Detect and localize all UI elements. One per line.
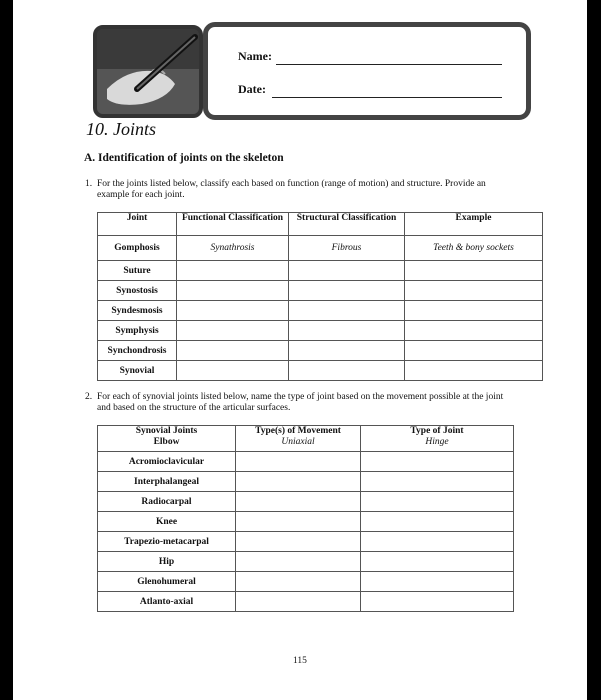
table-row — [98, 361, 543, 381]
sample-type: Hinge — [425, 437, 449, 447]
type-cell[interactable] — [361, 452, 514, 472]
joint-name: Synovial — [98, 361, 177, 381]
table-row — [98, 321, 543, 341]
name-label: Name: — [238, 49, 272, 63]
page-number: 115 — [293, 656, 307, 666]
table-row — [98, 261, 543, 281]
name-field[interactable] — [276, 64, 502, 65]
joint-name: Interphalangeal — [98, 472, 236, 492]
date-field[interactable] — [272, 97, 502, 98]
structural-value: Fibrous — [289, 236, 405, 261]
joint-name: Gomphosis — [98, 236, 177, 261]
joint-name: Syndesmosis — [98, 301, 177, 321]
example-value: Teeth & bony sockets — [405, 236, 543, 261]
movement-cell[interactable] — [236, 592, 361, 612]
functional-cell[interactable] — [177, 301, 289, 321]
table-row — [98, 301, 543, 321]
joint-name: Synchondrosis — [98, 341, 177, 361]
structural-cell[interactable] — [289, 301, 405, 321]
table-row — [98, 552, 514, 572]
functional-cell[interactable] — [177, 361, 289, 381]
subsection-title: A. Identification of joints on the skeleton — [84, 152, 284, 164]
joint-name: Glenohumeral — [98, 572, 236, 592]
movement-cell[interactable] — [236, 512, 361, 532]
table-row — [98, 341, 543, 361]
question-2-text: For each of synovial joints listed below, name the type of joint based on the movement possible at the joint and based on the structure of the articular surfaces. — [97, 392, 504, 413]
joint-classification-table — [97, 212, 543, 381]
joint-name: Acromioclavicular — [98, 452, 236, 472]
type-cell[interactable] — [361, 592, 514, 612]
date-label: Date: — [238, 82, 266, 96]
joint-name: Knee — [98, 512, 236, 532]
synovial-joint-table — [97, 425, 514, 612]
sample-movement: Uniaxial — [281, 437, 315, 447]
structural-cell[interactable] — [289, 261, 405, 281]
type-cell[interactable] — [361, 532, 514, 552]
sample-joint: Elbow — [153, 437, 180, 447]
movement-cell[interactable] — [236, 572, 361, 592]
example-cell[interactable] — [405, 341, 543, 361]
col-header-example: Example — [405, 213, 543, 236]
movement-cell[interactable] — [236, 472, 361, 492]
type-cell[interactable] — [361, 572, 514, 592]
functional-value: Synathrosis — [177, 236, 289, 261]
example-cell[interactable] — [405, 361, 543, 381]
col-header-type-text: Type of Joint — [410, 426, 464, 436]
writing-hand-photo — [93, 25, 203, 118]
table-row — [98, 532, 514, 552]
worksheet-page — [13, 0, 587, 700]
table-row — [98, 426, 514, 452]
col-header-structural: Structural Classification — [289, 213, 405, 236]
table-row — [98, 236, 543, 261]
col-header-joint: Joint — [98, 213, 177, 236]
type-cell[interactable] — [361, 552, 514, 572]
table-row — [98, 472, 514, 492]
joint-name: Atlanto-axial — [98, 592, 236, 612]
joint-name: Trapezio-metacarpal — [98, 532, 236, 552]
joint-name: Hip — [98, 552, 236, 572]
col-header-joint-text: Synovial Joints — [135, 426, 198, 436]
table-row — [98, 452, 514, 472]
structural-cell[interactable] — [289, 321, 405, 341]
joint-name: Suture — [98, 261, 177, 281]
table-row — [98, 281, 543, 301]
functional-cell[interactable] — [177, 261, 289, 281]
col-header-movement-text: Type(s) of Movement — [255, 426, 341, 436]
name-date-box — [203, 22, 531, 120]
joint-name: Radiocarpal — [98, 492, 236, 512]
joint-name: Synostosis — [98, 281, 177, 301]
example-cell[interactable] — [405, 321, 543, 341]
table-row — [98, 572, 514, 592]
movement-cell[interactable] — [236, 552, 361, 572]
structural-cell[interactable] — [289, 281, 405, 301]
functional-cell[interactable] — [177, 341, 289, 361]
type-cell[interactable] — [361, 512, 514, 532]
section-title: 10. Joints — [86, 119, 156, 139]
functional-cell[interactable] — [177, 281, 289, 301]
movement-cell[interactable] — [236, 452, 361, 472]
table-row — [98, 592, 514, 612]
type-cell[interactable] — [361, 492, 514, 512]
question-1-text: For the joints listed below, classify each based on function (range of motion) and structure. Provide an example for each joint. — [97, 179, 486, 200]
table-row — [98, 512, 514, 532]
structural-cell[interactable] — [289, 341, 405, 361]
col-header-functional: Functional Classification — [177, 213, 289, 236]
movement-cell[interactable] — [236, 532, 361, 552]
movement-cell[interactable] — [236, 492, 361, 512]
type-cell[interactable] — [361, 472, 514, 492]
col-header-movement — [236, 426, 361, 452]
table-row — [98, 492, 514, 512]
col-header-synovial-joints — [98, 426, 236, 452]
question-1-number: 1. — [85, 179, 93, 189]
example-cell[interactable] — [405, 281, 543, 301]
example-cell[interactable] — [405, 261, 543, 281]
joint-name: Symphysis — [98, 321, 177, 341]
functional-cell[interactable] — [177, 321, 289, 341]
question-2-number: 2. — [85, 392, 93, 402]
col-header-type — [361, 426, 514, 452]
structural-cell[interactable] — [289, 361, 405, 381]
example-cell[interactable] — [405, 301, 543, 321]
